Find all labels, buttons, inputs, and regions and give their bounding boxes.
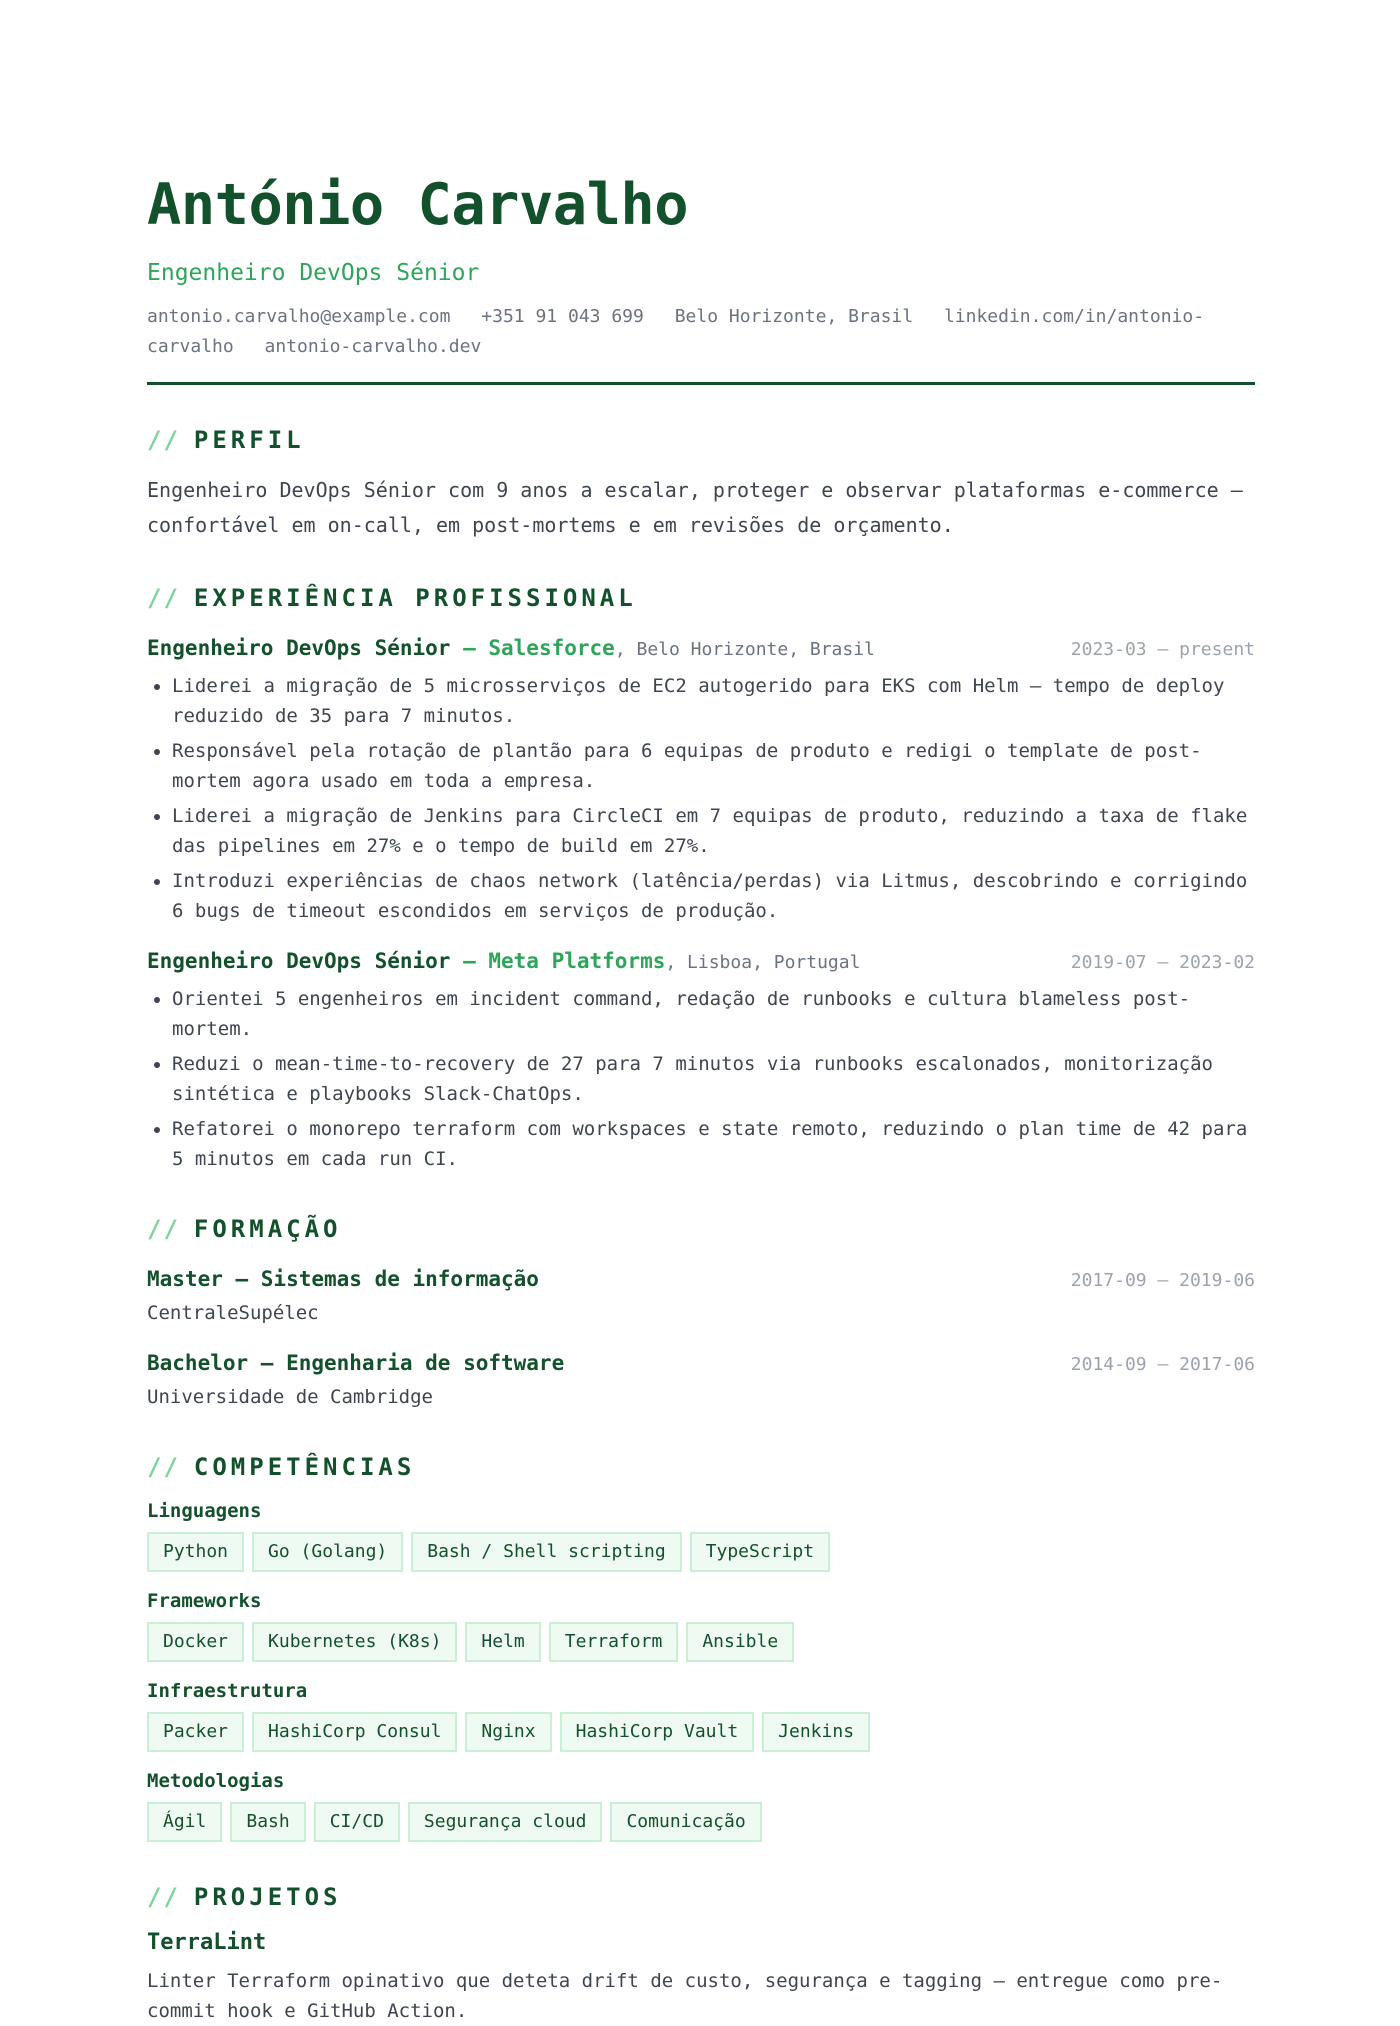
section-title-profile (147, 425, 1255, 455)
job-bullet: • Reduzi o mean-time-to-recovery de 27 para 7 minutos via runbooks escalonados, monitorização sintética e playbooks Slack-ChatOps. (172, 1049, 1255, 1109)
skill-tag: HashiCorp Vault (560, 1712, 755, 1752)
skill-group-frameworks (147, 1588, 1255, 1662)
skill-tag: Bash / Shell scripting (411, 1532, 681, 1572)
job-company: — Meta Platforms (450, 949, 666, 973)
section-title-text: PERFIL (193, 426, 305, 454)
skill-group-label: Metodologias (147, 1770, 285, 1792)
job-location: , Lisboa, Portugal (665, 952, 861, 973)
education-entry-header (147, 1348, 1255, 1380)
job-dates: 2019-07 – 2023-02 (1070, 952, 1255, 973)
contact-phone: +351 91 043 699 (481, 306, 644, 327)
skill-tag: Docker (147, 1622, 244, 1662)
contact-email: antonio.carvalho@example.com (147, 306, 451, 327)
skill-tag: Jenkins (762, 1712, 870, 1752)
profile-section (147, 425, 1255, 543)
job-bullet: • Orientei 5 engenheiros em incident command, redação de runbooks e cultura blameless post-mortem. (172, 984, 1255, 1044)
section-title-text: FORMAÇÃO (193, 1215, 342, 1243)
skill-tag: Kubernetes (K8s) (252, 1622, 457, 1662)
resume-content (147, 170, 1255, 2026)
section-title-text: EXPERIÊNCIA PROFISSIONAL (193, 584, 637, 612)
education-school: CentraleSupélec (147, 1302, 319, 1324)
project-name: TerraLint (147, 1930, 267, 1955)
experience-role-line (147, 633, 875, 665)
candidate-name: António Carvalho (147, 172, 689, 238)
skill-tag: Ágil (147, 1802, 222, 1842)
skill-tags (147, 1712, 1255, 1752)
experience-entry (147, 633, 1255, 926)
job-bullet: • Introduzi experiências de chaos network (latência/perdas) via Litmus, descobrindo e corrigindo 6 bugs de timeout escondidos em serviços de produção. (172, 866, 1255, 926)
skill-tags (147, 1622, 1255, 1662)
projects-section (147, 1882, 1255, 2026)
experience-entry-header (147, 946, 1255, 978)
experience-section (147, 583, 1255, 1174)
education-dates: 2014-09 – 2017-06 (1070, 1354, 1255, 1375)
job-dates: 2023-03 – present (1070, 639, 1255, 660)
section-title-experience (147, 583, 1255, 613)
skills-section (147, 1452, 1255, 1842)
skill-group-infrastructure (147, 1678, 1255, 1752)
skill-tags (147, 1532, 1255, 1572)
section-title-education (147, 1214, 1255, 1244)
skill-group-languages (147, 1498, 1255, 1572)
section-title-text: PROJETOS (193, 1883, 342, 1911)
job-company: — Salesforce (450, 636, 615, 660)
education-school: Universidade de Cambridge (147, 1386, 433, 1408)
skill-group-label: Linguagens (147, 1500, 262, 1522)
job-bullet: • Liderei a migração de Jenkins para CircleCI em 7 equipas de produto, reduzindo a taxa de flake das pipelines em 27% e o tempo de build em 27%. (172, 801, 1255, 861)
skill-tag: Terraform (549, 1622, 679, 1662)
section-title-projects (147, 1882, 1255, 1912)
job-bullet: • Responsável pela rotação de plantão para 6 equipas de produto e redigi o template de post-mortem agora usado em toda a empresa. (172, 736, 1255, 796)
section-marker: // (147, 1883, 180, 1911)
job-location: , Belo Horizonte, Brasil (614, 639, 875, 660)
job-bullet: • Refatorei o monorepo terraform com workspaces e state remoto, reduzindo o plan time de 42 para 5 minutos em cada run CI. (172, 1114, 1255, 1174)
education-dates: 2017-09 – 2019-06 (1070, 1270, 1255, 1291)
skill-tag: Go (Golang) (252, 1532, 403, 1572)
resume-header (147, 170, 1255, 385)
project-entry (147, 1928, 1255, 2026)
skill-tag: Helm (465, 1622, 540, 1662)
education-entry (147, 1264, 1255, 1328)
job-bullets (147, 984, 1255, 1174)
skill-tag: TypeScript (690, 1532, 830, 1572)
section-marker: // (147, 1215, 180, 1243)
skill-group-label: Infraestrutura (147, 1680, 308, 1702)
profile-summary: Engenheiro DevOps Sénior com 9 anos a escalar, proteger e observar plataformas e-commerce — confortável em on-call, em post-mortems e em revisões de orçamento. (147, 478, 1243, 537)
education-degree: Bachelor — Engenharia de software (147, 1351, 565, 1375)
contact-website: antonio-carvalho.dev (264, 336, 482, 357)
section-marker: // (147, 426, 180, 454)
skill-tag: Nginx (465, 1712, 551, 1752)
section-title-skills (147, 1452, 1255, 1482)
experience-entry (147, 946, 1255, 1174)
education-entry-header (147, 1264, 1255, 1296)
job-title: Engenheiro DevOps Sénior (147, 636, 451, 660)
skill-tag: Bash (230, 1802, 305, 1842)
skill-tag: CI/CD (314, 1802, 400, 1842)
skill-group-label: Frameworks (147, 1590, 262, 1612)
contact-line (147, 302, 1255, 362)
section-marker: // (147, 1453, 180, 1481)
skill-group-methodologies (147, 1768, 1255, 1842)
job-bullets (147, 671, 1255, 926)
skill-tag: Comunicação (610, 1802, 761, 1842)
skill-tag: Segurança cloud (408, 1802, 603, 1842)
skill-tag: HashiCorp Consul (252, 1712, 457, 1752)
job-title: Engenheiro DevOps Sénior (147, 949, 451, 973)
education-section (147, 1214, 1255, 1412)
section-marker: // (147, 584, 180, 612)
experience-role-line (147, 946, 860, 978)
contact-linkedin: linkedin.com/in/antonio-carvalho (147, 306, 1205, 357)
skill-tag: Ansible (686, 1622, 794, 1662)
section-title-text: COMPETÊNCIAS (193, 1453, 416, 1481)
skill-tag: Packer (147, 1712, 244, 1752)
skill-tags (147, 1802, 1255, 1842)
experience-entry-header (147, 633, 1255, 665)
job-bullet: • Liderei a migração de 5 microsserviços de EC2 autogerido para EKS com Helm — tempo de deploy reduzido de 35 para 7 minutos. (172, 671, 1255, 731)
project-description: Linter Terraform opinativo que deteta drift de custo, segurança e tagging — entregue como pre-commit hook e GitHub Action. (147, 1970, 1223, 2022)
candidate-headline: Engenheiro DevOps Sénior (147, 260, 480, 286)
header-divider (147, 382, 1255, 385)
skill-tag: Python (147, 1532, 244, 1572)
education-degree: Master — Sistemas de informação (147, 1267, 539, 1291)
education-entry (147, 1348, 1255, 1412)
contact-location: Belo Horizonte, Brasil (674, 306, 914, 327)
